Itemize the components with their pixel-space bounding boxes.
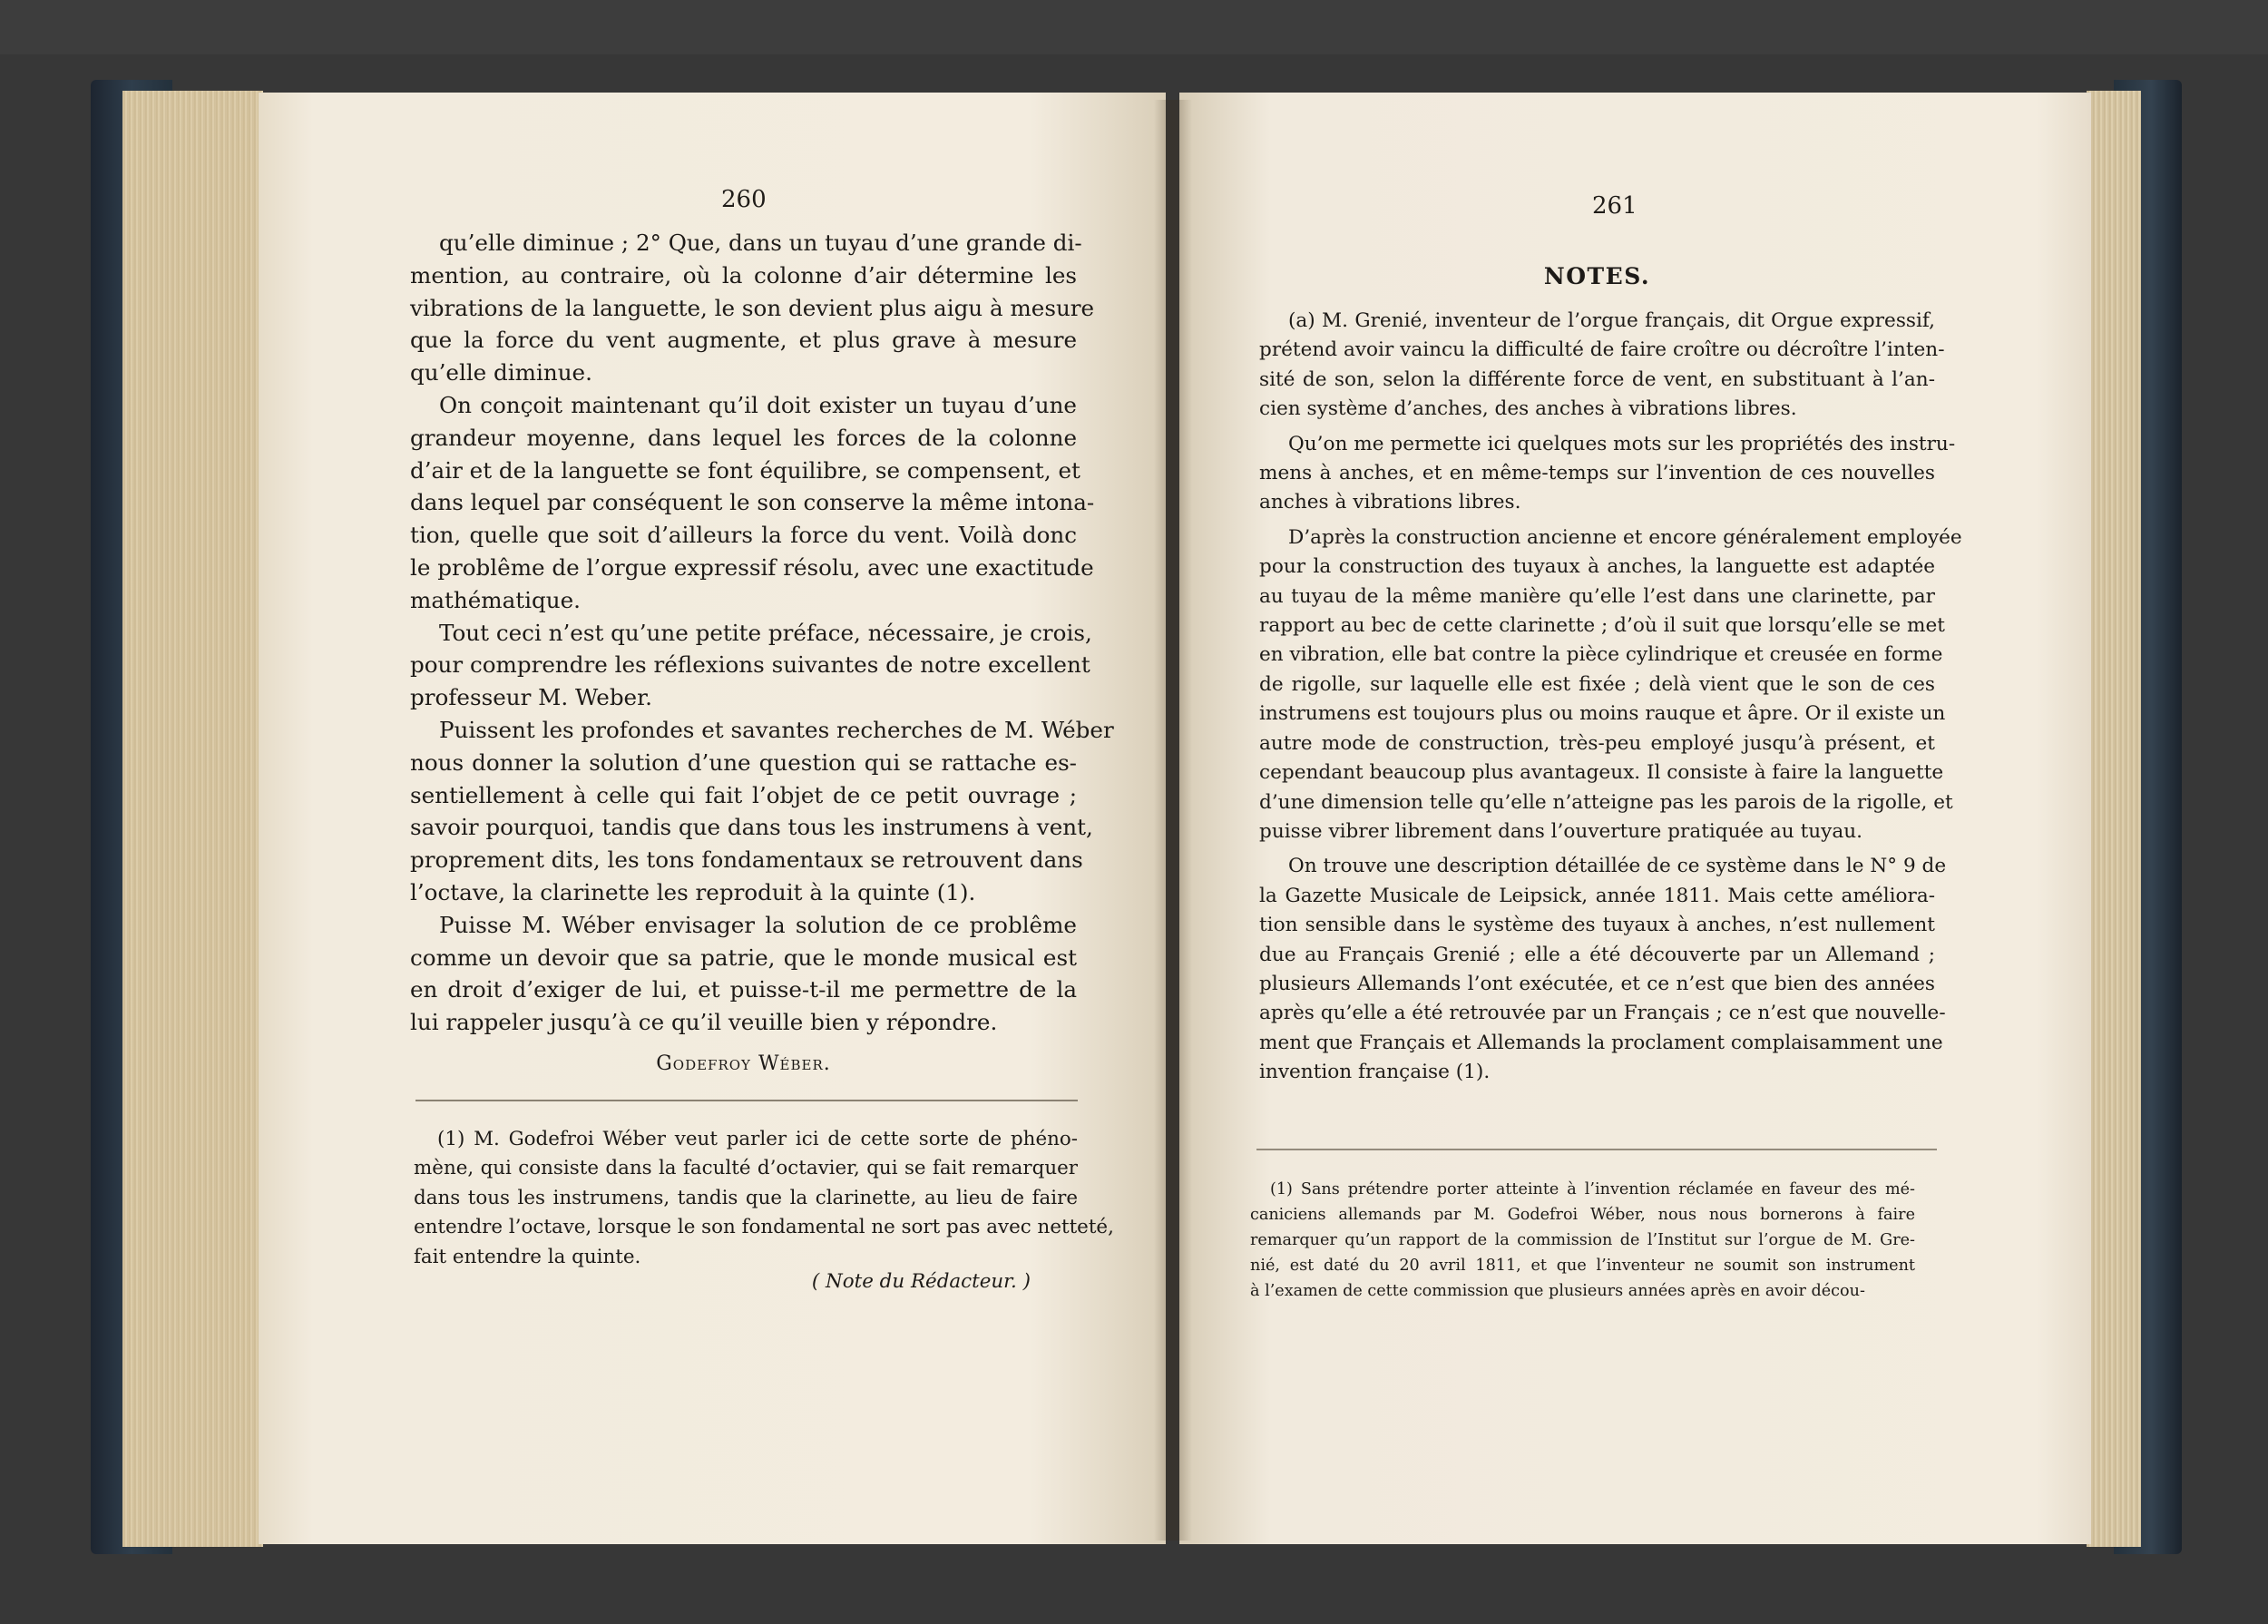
text-line: grandeur moyenne, dans lequel les forces de la colonne <box>410 424 1077 451</box>
footnote-line: caniciens allemands par M. Godefroi Wéber, nous nous bornerons à faire <box>1250 1206 1915 1224</box>
text-line: mention, au contraire, où la colonne d’air détermine les <box>410 261 1077 289</box>
text-line: autre mode de construction, très-peu employé jusqu’à présent, et <box>1259 731 1935 755</box>
footnote-rule-left <box>415 1100 1078 1101</box>
text-line: Puissent les profondes et savantes recherches de M. Wéber <box>439 716 1114 743</box>
footnote-line: (1) M. Godefroi Wéber veut parler ici de cette sorte de phéno- <box>437 1128 1078 1150</box>
left-footnote <box>414 1125 1114 1272</box>
text-line: Tout ceci n’est qu’une petite préface, nécessaire, je crois, <box>439 619 1092 646</box>
text-line: ment que Français et Allemands la proclament complaisamment une <box>1259 1031 1943 1054</box>
text-line: proprement dits, les tons fondamentaux se retrouvent dans <box>410 846 1083 874</box>
left-body-text <box>410 227 1114 1039</box>
page-number-right: 261 <box>1592 192 1637 220</box>
text-line: le problême de l’orgue expressif résolu, avec une exactitude <box>410 553 1094 581</box>
text-line: puisse vibrer librement dans l’ouverture pratiquée au tuyau. <box>1259 819 1863 843</box>
text-line: professeur M. Weber. <box>410 684 652 711</box>
right-footnote <box>1250 1177 1915 1304</box>
text-line: comme un devoir que sa patrie, que le monde musical est <box>410 944 1077 971</box>
text-line: savoir pourquoi, tandis que dans tous les instrumens à vent, <box>410 814 1093 841</box>
text-line: d’air et de la languette se font équilibre, se compensent, et <box>410 456 1080 484</box>
text-line: tion sensible dans le système des tuyaux à anches, n’est nullement <box>1259 914 1935 937</box>
text-line: au tuyau de la même manière qu’elle l’est dans une clarinette, par <box>1259 584 1935 608</box>
text-line: mens à anches, et en même-temps sur l’invention de ces nouvelles <box>1259 462 1935 485</box>
text-line: On conçoit maintenant qu’il doit exister un tuyau d’une <box>439 391 1077 418</box>
signature: Godefroy Wéber. <box>656 1052 831 1075</box>
text-line: pour comprendre les réflexions suivantes de notre excellent <box>410 651 1090 679</box>
footnote-line: remarquer qu’un rapport de la commission de l’Institut sur l’orgue de M. Gre- <box>1250 1231 1915 1249</box>
page-edges-right <box>2087 91 2141 1547</box>
text-line: d’une dimension telle qu’elle n’atteigne pas les parois de la rigolle, et <box>1259 790 1953 814</box>
text-line: Qu’on me permette ici quelques mots sur les propriétés des instru- <box>1288 432 1956 455</box>
notes-heading: NOTES. <box>1543 263 1651 289</box>
editor-note: ( Note du Rédacteur. ) <box>811 1270 1031 1293</box>
text-line: prétend avoir vaincu la difficulté de faire croître ou décroître l’inten- <box>1259 338 1945 362</box>
text-line: sité de son, selon la différente force de vent, en substituant à l’an- <box>1259 367 1935 391</box>
text-line: dans lequel par conséquent le son conserve la même intona- <box>410 489 1095 516</box>
text-line: tion, quelle que soit d’ailleurs la force du vent. Voilà donc <box>410 522 1077 549</box>
book-gutter <box>1154 100 1192 1541</box>
footnote-line: fait entendre la quinte. <box>414 1245 641 1268</box>
text-line: en droit d’exiger de lui, et puisse-t-il me permettre de la <box>410 976 1077 1003</box>
page-number-left: 260 <box>721 186 767 213</box>
text-line: vibrations de la languette, le son devient plus aigu à mesure <box>410 294 1095 321</box>
text-line: invention française (1). <box>1259 1061 1491 1084</box>
text-line: qu’elle diminue ; 2° Que, dans un tuyau d’une grande di- <box>439 230 1082 256</box>
text-line: de rigolle, sur laquelle elle est fixée ; delà vient que le son de ces <box>1259 672 1935 696</box>
text-line: en vibration, elle bat contre la pièce cylindrique et creusée en forme <box>1259 643 1943 667</box>
footnote-line: entendre l’octave, lorsque le son fondamental ne sort pas avec netteté, <box>414 1216 1114 1239</box>
text-line: l’octave, la clarinette les reproduit à la quinte (1). <box>410 878 976 905</box>
text-line: plusieurs Allemands l’ont exécutée, et ce n’est que bien des années <box>1259 972 1935 995</box>
text-line: mathématique. <box>410 586 581 613</box>
text-line: que la force du vent augmente, et plus grave à mesure <box>410 327 1077 354</box>
scan-background <box>0 0 2268 54</box>
text-line: la Gazette Musicale de Leipsick, année 1811. Mais cette améliora- <box>1259 884 1935 907</box>
footnote-line: (1) Sans prétendre porter atteinte à l’invention réclamée en faveur des mé- <box>1270 1180 1915 1198</box>
text-line: nous donner la solution d’une question qui se rattache es- <box>410 748 1077 776</box>
text-line: instrumens est toujours plus ou moins rauque et âpre. Or il existe un <box>1259 702 1946 726</box>
text-line: due au Français Grenié ; elle a été découverte par un Allemand ; <box>1259 943 1935 966</box>
footnote-line: mène, qui consiste dans la faculté d’octavier, qui se fait remarquer <box>414 1157 1078 1180</box>
text-line: D’après la construction ancienne et encore généralement employée <box>1288 525 1962 549</box>
right-body-text <box>1259 307 1962 1093</box>
page-edges-left <box>122 91 263 1547</box>
text-line: qu’elle diminue. <box>410 359 592 386</box>
text-line: cependant beaucoup plus avantageux. Il consiste à faire la languette <box>1259 761 1944 785</box>
text-line: On trouve une description détaillée de ce système dans le N° 9 de <box>1288 855 1947 878</box>
footnote-line: à l’examen de cette commission que plusieurs années après en avoir décou- <box>1250 1282 1865 1300</box>
text-line: rapport au bec de cette clarinette ; d’où il suit que lorsqu’elle se met <box>1259 614 1945 638</box>
text-line: (a) M. Grenié, inventeur de l’orgue français, dit Orgue expressif, <box>1288 309 1935 332</box>
footnote-rule-right <box>1256 1149 1937 1150</box>
text-line: Puisse M. Wéber envisager la solution de ce problême <box>439 911 1077 938</box>
footnote-line: dans tous les instrumens, tandis que la clarinette, au lieu de faire <box>414 1186 1078 1209</box>
footnote-line: nié, est daté du 20 avril 1811, et que l’inventeur ne soumit son instrument <box>1250 1257 1915 1275</box>
text-line: après qu’elle a été retrouvée par un Français ; ce n’est que nouvelle- <box>1259 1002 1946 1025</box>
text-line: cien système d’anches, des anches à vibrations libres. <box>1259 397 1797 421</box>
text-line: lui rappeler jusqu’à ce qu’il veuille bien y répondre. <box>410 1009 998 1036</box>
text-line: sentiellement à celle qui fait l’objet de ce petit ouvrage ; <box>410 781 1077 808</box>
text-line: anches à vibrations libres. <box>1259 491 1521 514</box>
text-line: pour la construction des tuyaux à anches, la languette est adaptée <box>1259 555 1935 579</box>
